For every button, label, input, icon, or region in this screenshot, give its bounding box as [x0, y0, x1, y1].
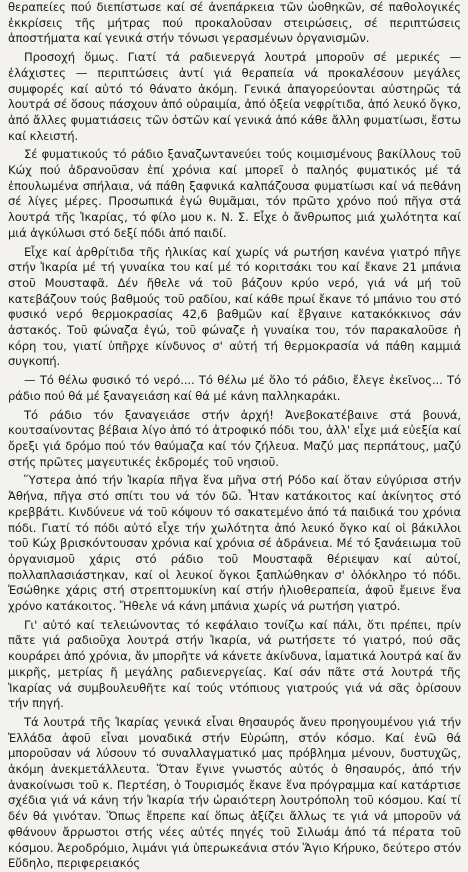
paragraph-2: Προσοχή ὅμως. Γιατί τά ραδιενεργά λουτρά μποροῦν σέ μερικές — ἐλάχιστες — περιπτώσεις ἀντί γιά θεραπεία νά προκαλέσουν μεγάλες συμφορές καί αὐτό τό θάνατο ἀκόμη. Γενικά ἀπαγορεύονται αὐστηρῶς τά λουτρά σέ ὅσους πάσχουν ἀπό οὐραιμία, ἀπό ὀξεία νεφρίτιδα, ἀπό λευκό ὄγκο, ἀπό ἄλλες φυματιάσεις τῶν ὀστῶν καί γενικά ἀπό κάθε ἄλλη φυματίωσι, ἔστω καί κλειστή. — [8, 50, 461, 143]
paragraph-3: Σέ φυματικούς τό ράδιο ξαναζωντανεύει τούς κοιμισμένους βακίλλους τοῦ Κώχ πού ἀδρανοῦσαν ἐπί χρόνια καί μπορεῖ ὁ παληός φυματικός μέ τά ἐπουλωμένα σπήλαια, νά πάθη ξαφνικά καλπάζουσα φυματίωσι καί νά πεθάνη σέ λίγες μέρες. Προσωπικά ἐγώ θυμᾶμαι, τόν πρῶτο χρόνο πού πῆγα στά λουτρά τῆς Ἰκαρίας, τό φίλο μου κ. Ν. Σ. Εἶχε ὁ ἄνθρωπος μιά χωλότητα καί μιά ἀγκύλωσι στό δεξί πόδι ἀπό παιδί. — [8, 147, 461, 240]
paragraph-1: θεραπείες πού διεπίστωσε καί σέ ἀνεπάρκεια τῶν ὠοθηκῶν, σέ παθολογικές ἐκκρίσεις τῆς μήτρας πού προκαλοῦσαν στειρώσεις, σέ περιπτώσεις ἀποστήματα καί γενικά στήν τόνωσι γερασμένων ὀργανισμῶν. — [8, 0, 461, 46]
paragraph-8: Γι' αὐτό καί τελειώνοντας τό κεφάλαιο τονίζω καί πάλι, ὅτι πρέπει, πρίν πᾶτε γιά ραδιοῦχα λουτρά στήν Ἰκαρία, νά ρωτήσετε τό γιατρό, πού σᾶς κουράρει ἀπό χρόνια, ἄν μπορῆτε νά κάνετε ἀκίνδυνα, ἰαματικά λουτρά καί ἄν μικρῆς, μετρίας ἤ μεγάλης ραδιενεργείας. Καί σάν πᾶτε στά λουτρά τῆς Ἰκαρίας νά συμβουλευθῆτε καί τούς ντόπιους γιατρούς γιά νά σᾶς ὁρίσουν τήν πηγή. — [8, 617, 461, 711]
paragraph-6: Τό ράδιο τόν ξαναγειάσε στήν ἀρχή! Ἀνεβοκατέβαινε στά βουνά, κουτσαίνοντας βέβαια λίγο ἀπό τό ἀτροφικό πόδι του, ἀλλ' εἶχε μιά εὐεξία καί ὄρεξι γιά δρόμο πού τόν θαύμαζα καί τόν ζήλευα. Μαζύ μας περπάτους, μαζύ στής πρῶτες μαγευτικές ἐκδρομές τοῦ νησιοῦ. — [8, 407, 461, 469]
paragraph-7: Ὕστερα ἀπό τήν Ἰκαρία πῆγα ἕνα μῆνα στή Ρόδο καί ὅταν εὐγύρισα στήν Ἀθήνα, πῆγα στό σπίτι του νά τόν δῶ. Ἦταν κατάκοιτος καί ἀκίνητος στό κρεββάτι. Κινδύνευε νά τοῦ κόψουν τό σακατεμένο ἀπό τά παιδικά του χρόνια πόδι. Γιατί τό πόδι αὐτό εἶχε τήν χωλότητα ἀπό λευκό ὄγκο καί οἱ βάκιλλοι τοῦ Κώχ βρισκόντουσαν χρόνια καί χρόνια σέ ἀδράνεια. Μέ τό ξανάειωμα τοῦ ὀργανισμοῦ χάρις στό ράδιο τοῦ Μουσταφᾶ θέριεψαν καί αὐτοί, πολλαπλασιάστηκαν, καί οἱ λευκοί ὄγκοι ξαπλώθηκαν σ' ὁλόκληρο τό πόδι. Ἐσώθηκε χάρις στή στρεπτομυκίνη καί στήν ἡλιοθεραπεία, ἀφοῦ ἔμεινε ἕνα χρόνο κατάκοιτος. Ἤθελε νά κάνη μπάνια χωρίς νά ρωτήση γιατρό. — [8, 473, 461, 614]
paragraph-5: — Τό θέλω φυσικό τό νερό.... Τό θέλω μέ ὅλο τό ράδιο, ἔλεγε ἐκεῖνος... Τό ράδιο πού θά μέ ξαναγειάση καί θά μέ κάνη παλληκαράκι. — [8, 373, 461, 403]
paragraph-4: Εἶχε καί ἀρθρίτιδα τῆς ἡλικίας καί χωρίς νά ρωτήση κανένα γιατρό πῆγε στήν Ἰκαρία μέ τή γυναίκα του καί μέ τό κοριτσάκι του καί ἔκανε 21 μπάνια στοῦ Μουσταφᾶ. Δέν ἤθελε νά τοῦ βάζουν κρύο νερό, γιά νά μή τοῦ κατεβάζουν τούς βαθμούς τοῦ ραδίου, καί κάθε πρωί ἔκανε τό μπάνιο του στό φυσικό νερό θερμοκρασίας 42,6 βαθμῶν καί ἔβγαινε κατακόκκινος σάν ἀστακός. Τοῦ φώναζα ἐγώ, τοῦ φώναζε ἡ γυναίκα του, τόν παρακαλοῦσε ἡ κόρη του, γιατί ὑπῆρχε κίνδυνος σ' αὐτή τή θερμοκρασία νά πάθη καμμιά συγκοπή. — [8, 244, 461, 369]
paragraph-9: Τά λουτρά τῆς Ἰκαρίας γενικά εἶναι θησαυρός ἄνευ προηγουμένου γιά τήν Ἑλλάδα ἀφοῦ εἶναι μοναδικά στήν Εὐρώπη, στόν κόσμο. Καί ἐνῶ θά μποροῦσαν νά λύσουν τό συναλλαγματικό μας πρόβλημα μένουν, δυστυχῶς, ἀκόμη ἀνεκμετάλλευτα. Ὅταν ἔγινε γνωστός αὐτός ὁ θησαυρός, ἀπό τήν ἀνακοίνωσι τοῦ κ. Περτέση, ὁ Τουρισμός ἔκανε ἕνα πρόγραμμα καί κατάρτισε σχέδια γιά νά κάνη τήν Ἰκαρία τήν ὡραιότερη λουτρόπολη τοῦ κόσμου. Καί τί δέν θά γινόταν. Ὅπως ἔπρεπε καί ὅπως ἀξίζει ἄλλως τε γιά νά μποροῦν νά φθάνουν ἄρρωστοι στής νέες αὐτές πηγές τοῦ Σιλωάμ ἀπό τά πέρατα τοῦ κόσμου. Ἀεροδρόμιο, λιμάνι γιά ὑπερωκεάνια στόν Ἅγιο Κήρυκο, δεύτερο στόν Εὔδηλο, περιφερειακός — [8, 714, 461, 871]
